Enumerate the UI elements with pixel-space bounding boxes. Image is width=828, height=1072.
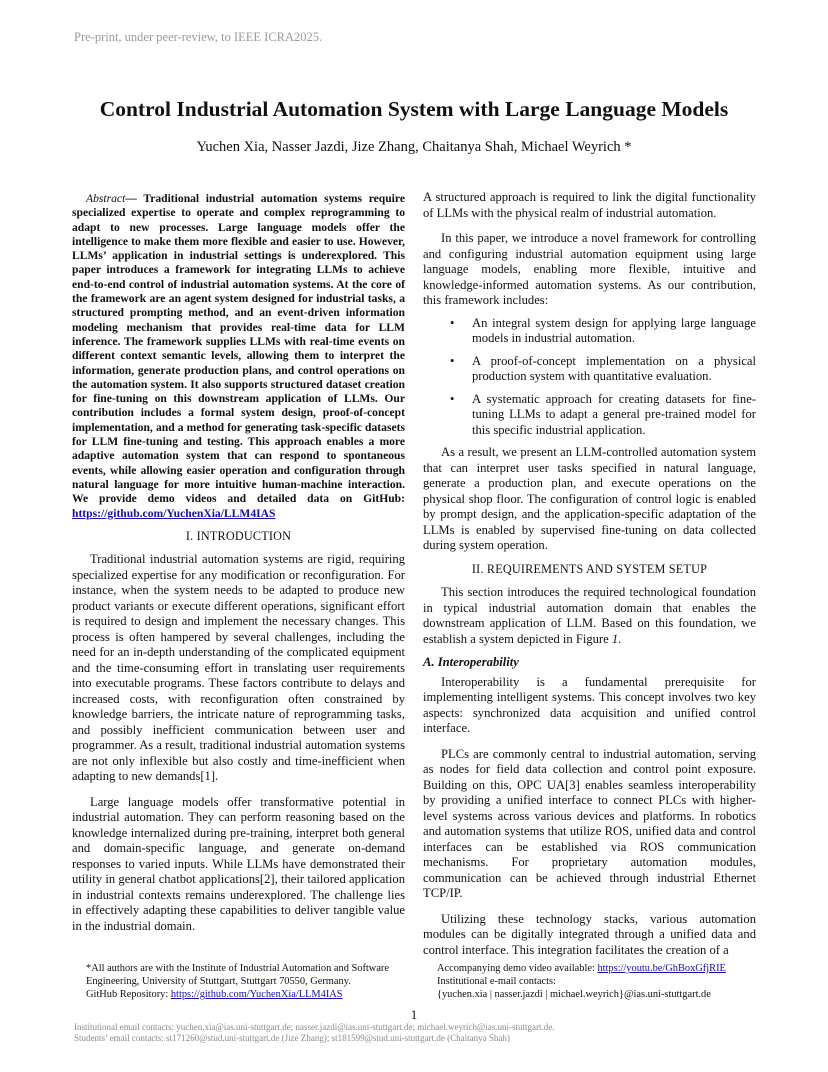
abstract-text: Traditional industrial automation systems require specialized expertise to operate and complex reprogramming to adapt to new processes. Large language models offer the intelligence to make them more flexible and easier to use. However, LLMs’ application in industrial settings is underexplored. This paper introduces a framework for integrating LLMs to achieve end-to-end control of industrial automation systems. At the core of the framework are an agent system designed for industrial tasks, a structured prompting method, and an event-driven information modeling mechanism that provides real-time data for LLM inference. The framework supplies LLMs with real-time events on different context semantic levels, allowing them to interpret the information, generate production plans, and control operations on the automation system. It also supports structured dataset creation for fine-tuning on this downstream application of LLMs. Our contribution includes a formal system design, proof-of-concept implementation, and a method for generating task-specific datasets for LLM fine-tuning and testing. This approach enables a more adaptive automation system that can respond to spontaneous events, while allowing easier operation and configuration through natural language for more intuitive human-machine interaction. We provide demo videos and detailed data on GitHub: <box>72 192 405 506</box>
bullet-icon: • <box>450 353 455 368</box>
contribution-text: An integral system design for applying large language models in industrial automation. <box>472 315 756 345</box>
author-list: Yuchen Xia, Nasser Jazdi, Jize Zhang, Chaitanya Shah, Michael Weyrich * <box>196 139 632 155</box>
left-column <box>72 192 405 934</box>
section2-paragraph-1 <box>423 585 756 647</box>
abstract-dash: — <box>125 192 144 205</box>
abstract-label: Abstract <box>86 192 126 205</box>
section2-p1-text: This section introduces the required technological foundation in typical industrial automation domain that enables the downstream application of LLM. Based on this foundation, we establish a system depicted in Figure <box>423 585 756 646</box>
email-label: Institutional e-mail contacts: <box>437 976 556 987</box>
student-contacts: Students’ email contacts: st171260@stud.uni-stuttgart.de (Jize Zhang); st181599@stud.uni-stuttgart.de (Chaitanya Shah) <box>74 1033 510 1043</box>
footnote-affiliation-text: *All authors are with the Institute of Industrial Automation and Software Engineering, University of Stuttgart, Stuttgart 70550, Germany. <box>86 963 389 987</box>
section2-paragraph-3: PLCs are commonly central to industrial automation, serving as nodes for field data collection and control point exposure. Building on this, OPC UA[3] enables seamless interoperability by providing a unified interface to connect PLCs with higher-level systems across various devices and platforms. In robotics and automation systems that utilize ROS, unified data and control interfaces can be established via ROS communication mechanisms. For proprietary automation modules, communication can be achieved through industrial Ethernet TCP/IP. <box>423 746 756 900</box>
footnote-github <box>86 988 416 1001</box>
demo-video-link[interactable]: https://youtu.be/GhBoxGfjRIE <box>597 963 726 974</box>
email-list: {yuchen.xia | nasser.jazdi | michael.weyrich}@ias.uni-stuttgart.de <box>437 989 711 1000</box>
subsection-heading-interoperability: A. Interoperability <box>423 655 519 669</box>
list-item <box>423 354 756 385</box>
footnote-demo <box>437 962 767 975</box>
page-number: 1 <box>410 1007 418 1022</box>
intro-paragraph-1: Traditional industrial automation systems are rigid, requiring specialized expertise for any modification or reconfiguration. For instance, when the system needs to be adapted to produce new product variants or execute different operations, significant effort is required to design and implement the necessary changes. This process is often hampered by several challenges, including the need for an in-depth understanding of the complicated equipment and the time-consuming effort in translating user requirements into executable programs. These factors contribute to delays and increased costs, with reconfiguration often constrained by knowledge barriers, the intricate nature of reprogramming tasks, and possibly inefficient communication between user and programmer. As a result, traditional industrial automation systems are not only inflexible but also costly and time-inefficient when adapting to new demands[1]. <box>72 552 405 784</box>
footnote-affiliation <box>86 962 416 1001</box>
contribution-list <box>423 316 756 439</box>
footnote-contacts <box>437 962 767 1001</box>
intro-paragraph-4: In this paper, we introduce a novel framework for controlling and configuring industrial automation equipment using large language models, enabling more flexible, intuitive and knowledge-informed automation systems. As our contribution, this framework includes: <box>423 231 756 307</box>
github-link[interactable]: https://github.com/YuchenXia/LLM4IAS <box>170 989 343 1000</box>
section-heading-introduction: I. INTRODUCTION <box>185 528 292 543</box>
intro-paragraph-3: A structured approach is required to link the digital functionality of LLMs with the physical realm of industrial automation. <box>423 190 756 220</box>
abstract <box>72 192 405 521</box>
intro-paragraph-5: As a result, we present an LLM-controlled automation system that can interpret user tasks specified in natural language, generate a production plan, and execute operations on the physical shop floor. The configuration of control logic is enabled by prompt design, and the application-specific adaptation of the LLMs is enabled by supervised fine-tuning on data collected during system operation. <box>423 445 756 552</box>
figure-reference: 1 <box>611 631 619 646</box>
section2-p1-end: . <box>618 631 622 646</box>
section-heading-requirements: II. REQUIREMENTS AND SYSTEM SETUP <box>471 561 708 576</box>
paper-title: Control Industrial Automation System with Large Language Models <box>99 97 729 121</box>
contribution-text: A proof-of-concept implementation on a physical production system with quantitative evaluation. <box>472 353 756 383</box>
abstract-github-link[interactable]: https://github.com/YuchenXia/LLM4IAS <box>72 506 276 520</box>
list-item <box>423 392 756 439</box>
footer-contacts <box>74 1022 555 1044</box>
right-column <box>423 190 756 958</box>
preprint-note: Pre-print, under peer-review, to IEEE ICRA2025. <box>74 30 323 44</box>
list-item <box>423 316 756 347</box>
section2-paragraph-4: Utilizing these technology stacks, various automation modules can be digitally integrated through a unified data and control interface. This integration facilitates the creation of a <box>423 911 756 957</box>
section2-paragraph-2: Interoperability is a fundamental prerequisite for implementing intelligent systems. This concept involves two key aspects: synchronized data acquisition and unified control interface. <box>423 674 756 735</box>
bullet-icon: • <box>450 315 455 330</box>
intro-paragraph-2: Large language models offer transformative potential in industrial automation. They can perform reasoning based on the knowledge internalized during pre-training, interpret both general and domain-specific language, and generate on-demand responses to varied inputs. While LLMs have demonstrated their utility in general chatbot applications[2], their tailored application in industrial contexts remains underexplored. The challenge lies in effectively adapting these capabilities to deliver tangible value in the industrial domain. <box>72 794 405 933</box>
demo-label: Accompanying demo video available: <box>437 963 598 974</box>
github-label: GitHub Repository: <box>86 989 171 1000</box>
contribution-text: A systematic approach for creating datasets for fine-tuning LLMs to adapt a general pre-trained model for this specific industrial application. <box>472 391 756 437</box>
bullet-icon: • <box>450 391 455 406</box>
institutional-contacts: Institutional email contacts: yuchen.xia@ias.uni-stuttgart.de; nasser.jazdi@ias.uni-stuttgart.de; michael.weyrich@ias.uni-stuttgart.de. <box>74 1022 555 1032</box>
